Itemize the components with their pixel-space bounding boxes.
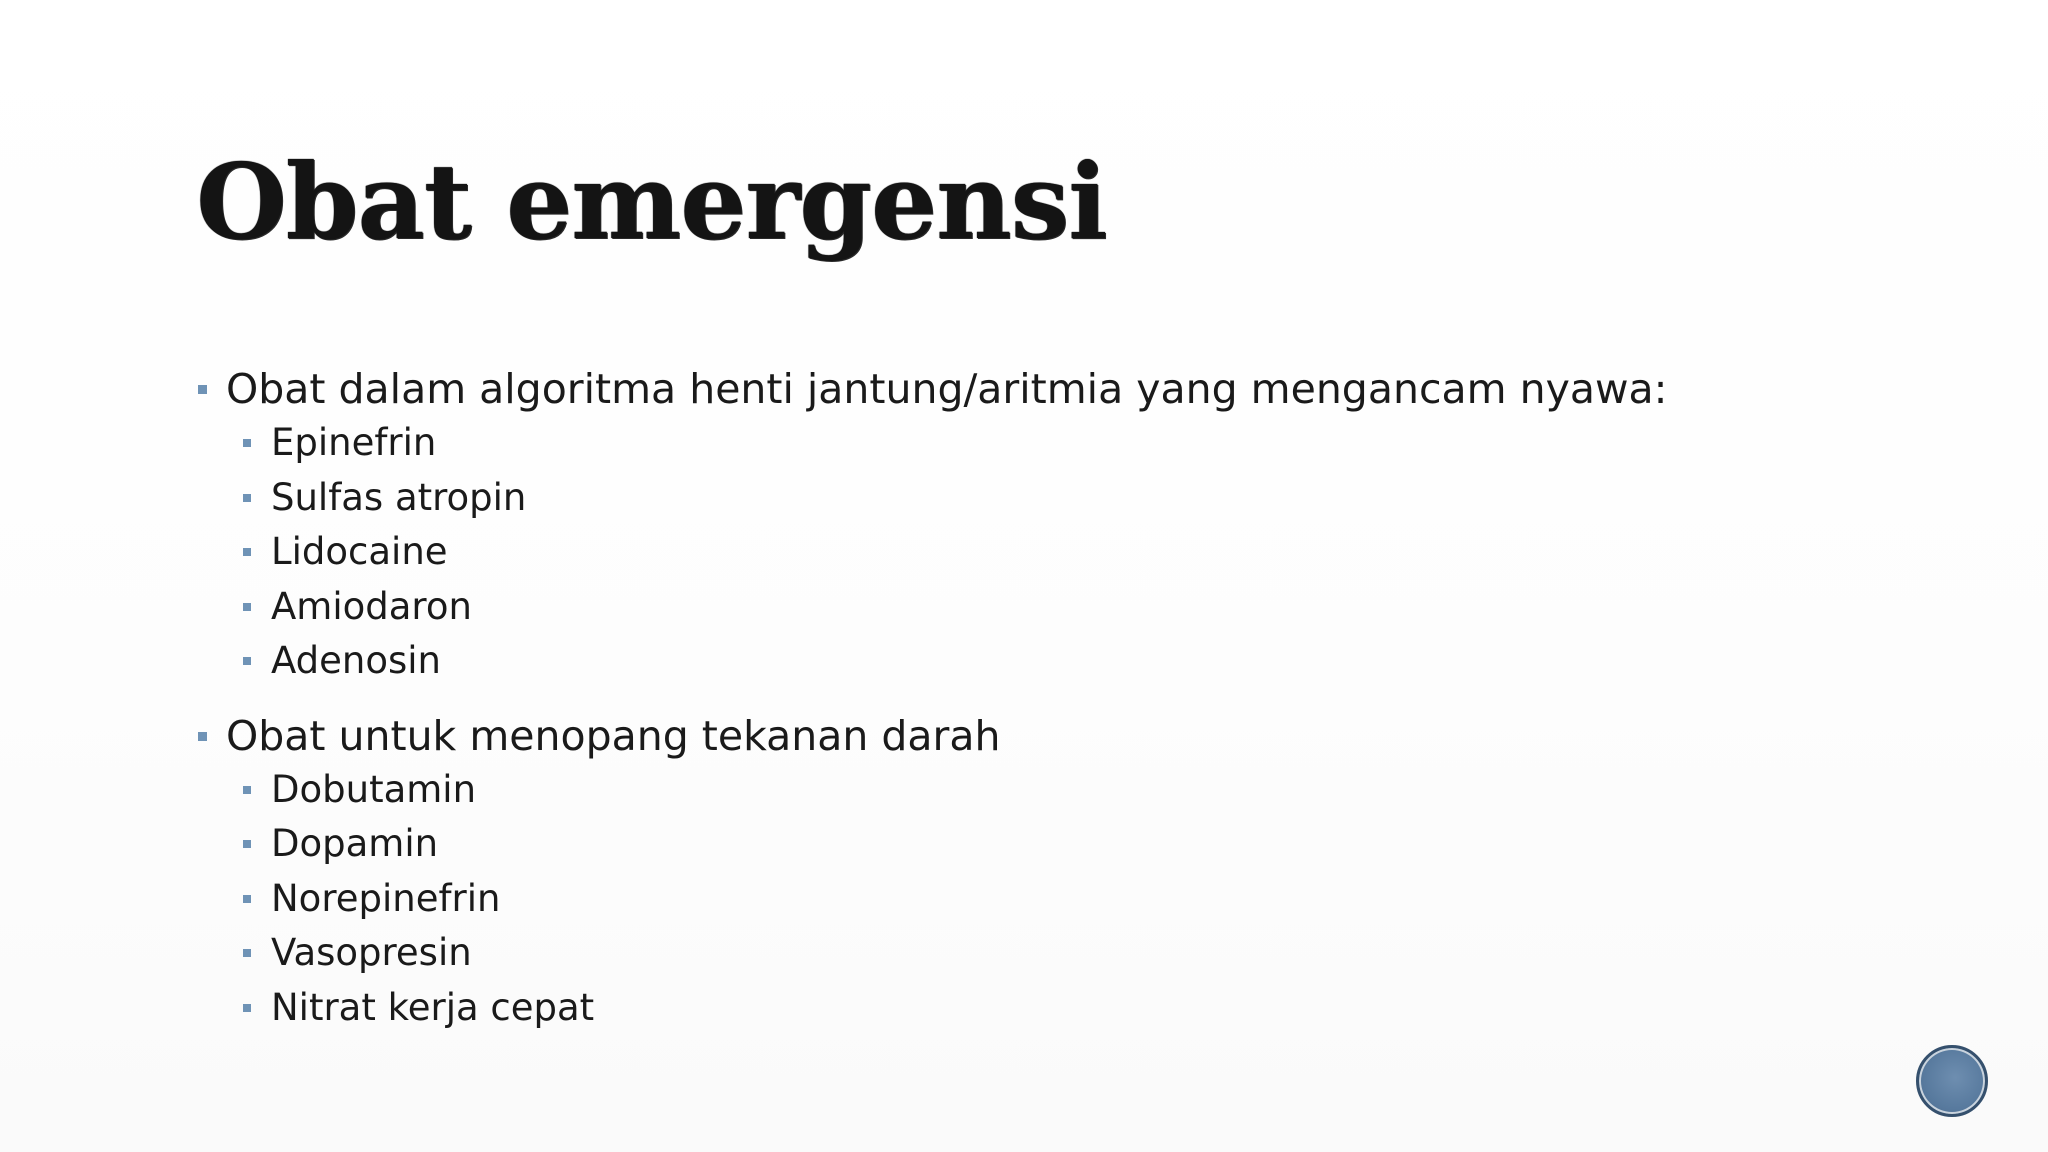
bullet-item [196, 362, 1896, 416]
sub-bullet-text: Norepinefrin [271, 876, 501, 920]
sub-bullet-item [196, 926, 1896, 981]
sub-bullet-text: Dopamin [271, 822, 439, 865]
sub-bullet-text: Dobutamin [271, 767, 477, 811]
sub-bullet-text: Sulfas atropin [271, 475, 527, 519]
sub-bullet-item [196, 416, 1896, 471]
square-bullet-icon [243, 1004, 251, 1012]
sub-bullet-text: Vasopresin [271, 931, 472, 974]
sub-bullet-text: Amiodaron [271, 584, 472, 628]
sub-bullet-text: Adenosin [271, 639, 442, 682]
sub-bullet-item [196, 981, 1896, 1036]
sub-bullet-item [196, 525, 1896, 580]
sub-bullet-text: Nitrat kerja cepat [271, 985, 595, 1029]
square-bullet-icon [243, 494, 251, 502]
square-bullet-icon [243, 786, 251, 794]
square-bullet-icon [243, 949, 251, 957]
slide-title: Obat emergensi [196, 140, 1107, 263]
circle-nav-icon[interactable] [1916, 1045, 1988, 1117]
bullet-group [196, 709, 1896, 1036]
square-bullet-icon [243, 657, 251, 665]
sub-bullet-item [196, 817, 1896, 872]
sub-bullet-item [196, 634, 1896, 689]
sub-bullet-item [196, 872, 1896, 927]
square-bullet-icon [243, 840, 251, 848]
bullet-group [196, 362, 1896, 689]
sub-bullet-item [196, 763, 1896, 818]
square-bullet-icon [243, 895, 251, 903]
sub-bullet-item [196, 471, 1896, 526]
bullet-item [196, 709, 1896, 763]
sub-bullet-text: Lidocaine [271, 530, 448, 573]
square-bullet-icon [243, 548, 251, 556]
square-bullet-icon [243, 603, 251, 611]
bullet-list [196, 362, 1896, 1055]
bullet-text: Obat untuk menopang tekanan darah [226, 711, 1001, 760]
square-bullet-icon [198, 732, 207, 741]
bullet-text: Obat dalam algoritma henti jantung/aritmia yang mengancam nyawa: [226, 365, 1668, 413]
square-bullet-icon [198, 385, 207, 394]
square-bullet-icon [243, 439, 251, 447]
sub-bullet-item [196, 580, 1896, 635]
sub-bullet-text: Epinefrin [271, 421, 437, 464]
